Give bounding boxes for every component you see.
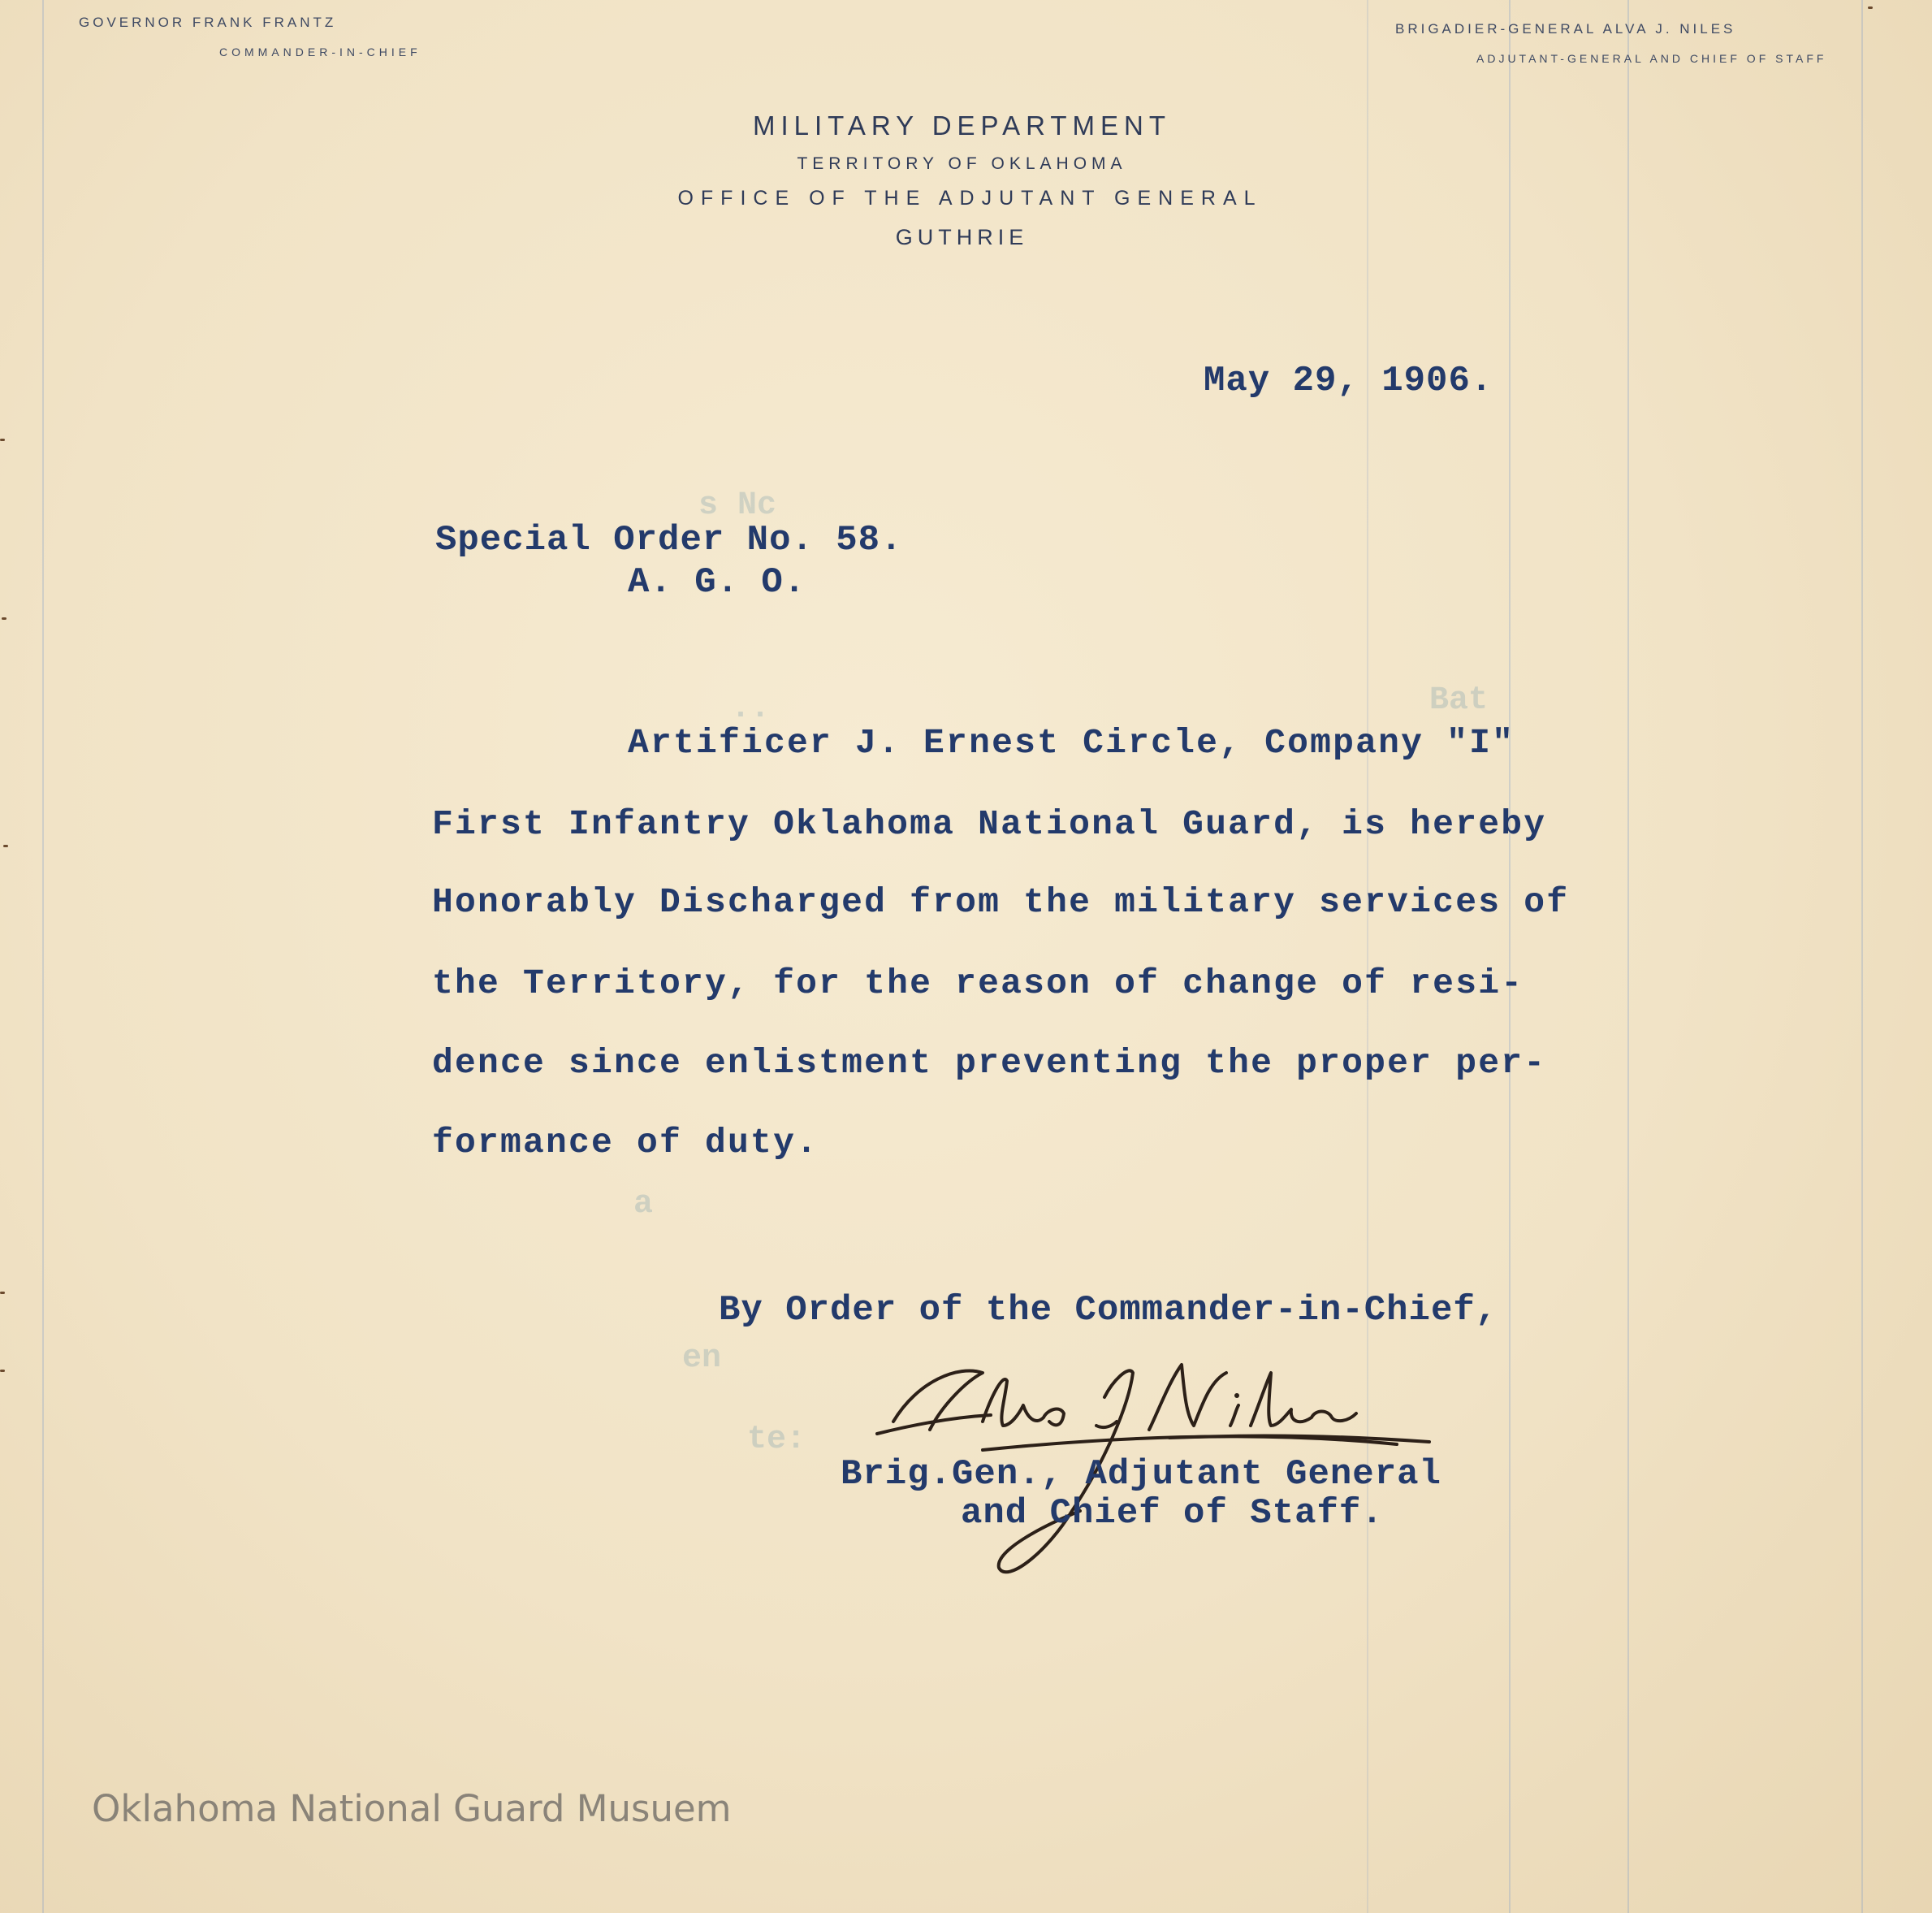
ruled-line (1367, 0, 1368, 1913)
closing-line: By Order of the Commander-in-Chief, (719, 1290, 1498, 1331)
letterhead-department: MILITARY DEPARTMENT (752, 110, 1171, 141)
ruled-line (1509, 0, 1511, 1913)
body-line: formance of duty. (432, 1123, 819, 1162)
order-subtitle: A. G. O. (628, 562, 806, 603)
ghost-impression: s Nc (698, 487, 777, 524)
letterhead-office: OFFICE OF THE ADJUTANT GENERAL (677, 187, 1263, 210)
paper-speck (3, 845, 8, 847)
body-line: Honorably Discharged from the military services of (432, 882, 1570, 922)
body-line: Artificer J. Ernest Circle, Company "I" (628, 723, 1515, 763)
body-line: the Territory, for the reason of change of resi- (432, 963, 1524, 1003)
ghost-impression: Bat (1429, 682, 1489, 719)
order-title: Special Order No. 58. (435, 520, 903, 560)
governor-title: COMMANDER-IN-CHIEF (219, 45, 421, 58)
paper-speck (0, 439, 5, 441)
ruled-line (42, 0, 44, 1913)
paper-speck (0, 1370, 5, 1372)
ghost-impression: te: (747, 1422, 806, 1458)
general-name: BRIGADIER-GENERAL ALVA J. NILES (1395, 21, 1736, 37)
signatory-title-line2: and Chief of Staff. (961, 1493, 1384, 1534)
letterhead-city: GUTHRIE (895, 225, 1029, 249)
signatory-title-line1: Brig.Gen., Adjutant General (841, 1454, 1441, 1495)
ghost-impression: en (682, 1340, 722, 1377)
general-title: ADJUTANT-GENERAL AND CHIEF OF STAFF (1476, 52, 1827, 65)
paper-speck (2, 617, 6, 620)
document-date: May 29, 1906. (1204, 361, 1493, 401)
letterhead-territory: TERRITORY OF OKLAHOMA (797, 154, 1127, 173)
ghost-impression: a (633, 1186, 654, 1223)
ruled-line (1861, 0, 1863, 1913)
body-line: dence since enlistment preventing the proper per- (432, 1043, 1547, 1083)
ghost-impression: .. (731, 690, 771, 727)
body-line: First Infantry Oklahoma National Guard, is hereby (432, 804, 1547, 844)
ruled-line (1627, 0, 1629, 1913)
museum-watermark: Oklahoma National Guard Musuem (92, 1787, 732, 1830)
paper-speck (0, 1292, 5, 1294)
governor-name: GOVERNOR FRANK FRANTZ (79, 15, 337, 30)
paper-speck (1868, 6, 1873, 9)
